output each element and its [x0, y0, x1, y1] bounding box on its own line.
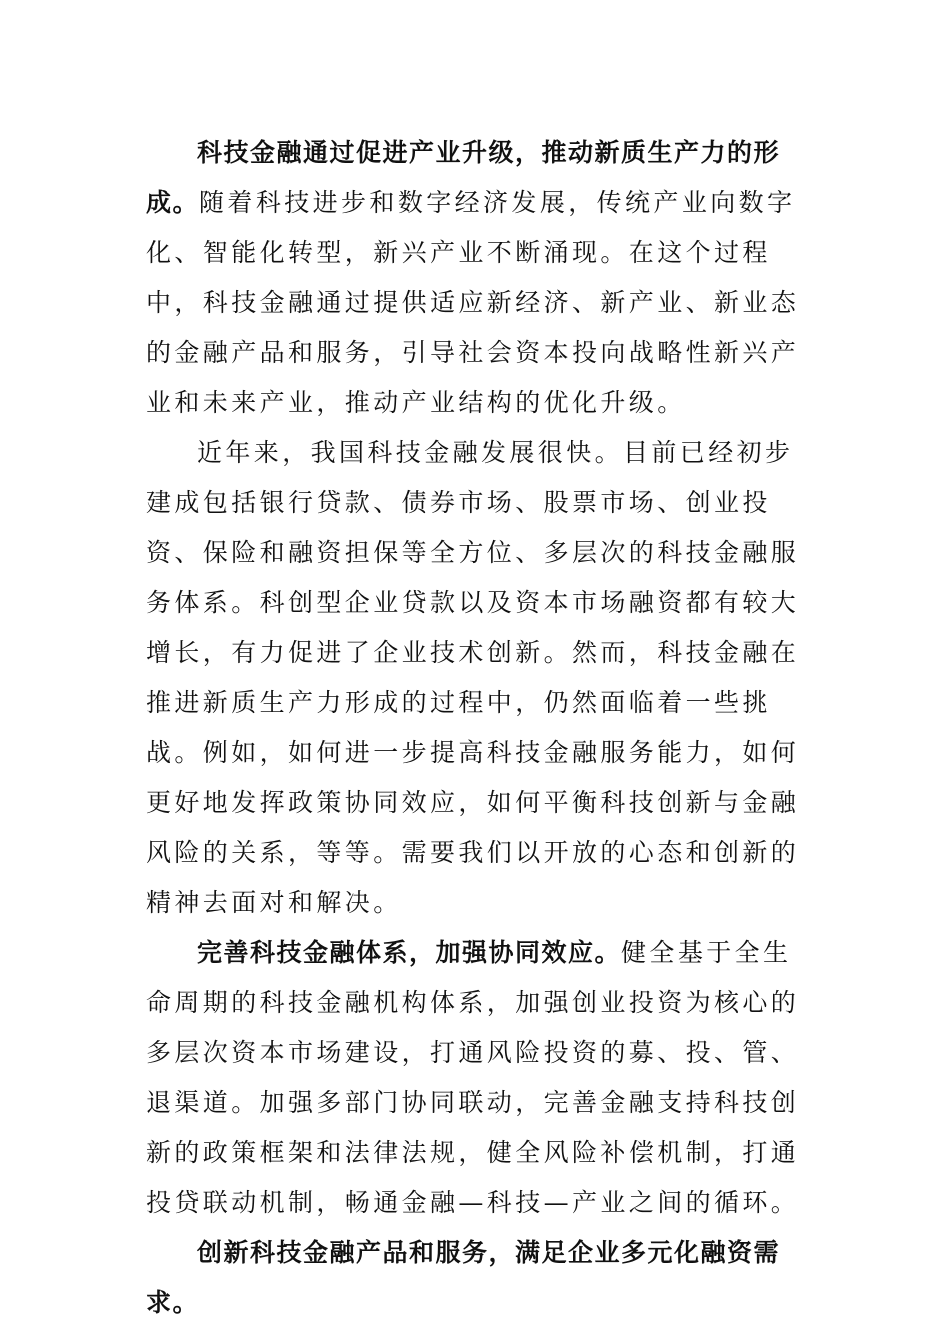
- paragraph-3: [146, 928, 812, 1228]
- paragraph-4-lead: 创新科技金融产品和服务，满足企业多元化融资需求。: [146, 1238, 781, 1317]
- paragraph-1-lead: 科技金融通过促进产业升级，推动新质生产力的形成。: [146, 138, 781, 217]
- paragraph-2-body: 近年来，我国科技金融发展很快。目前已经初步建成包括银行贷款、债券市场、股票市场、创业投资、保险和融资担保等全方位、多层次的科技金融服务体系。科创型企业贷款以及资本市场融资都有较大增长，有力促进了企业技术创新。然而，科技金融在推进新质生产力形成的过程中，仍然面临着一些挑战。例如，如何进一步提高科技金融服务能力，如何更好地发挥政策协同效应，如何平衡科技创新与金融风险的关系，等等。需要我们以开放的心态和创新的精神去面对和解决。: [146, 438, 800, 917]
- paragraph-4: [146, 1228, 812, 1328]
- paragraph-1: [146, 128, 812, 428]
- paragraph-3-body: 健全基于全生命周期的科技金融机构体系，加强创业投资为核心的多层次资本市场建设，打通风险投资的募、投、管、退渠道。加强多部门协同联动，完善金融支持科技创新的政策框架和法律法规，健全风险补偿机制，打通投贷联动机制，畅通金融—科技—产业之间的循环。: [146, 938, 800, 1217]
- paragraph-3-lead: 完善科技金融体系，加强协同效应。: [197, 938, 622, 967]
- paragraph-1-body: 随着科技进步和数字经济发展，传统产业向数字化、智能化转型，新兴产业不断涌现。在这个过程中，科技金融通过提供适应新经济、新产业、新业态的金融产品和服务，引导社会资本投向战略性新兴产业和未来产业，推动产业结构的优化升级。: [146, 188, 800, 417]
- document-body: [146, 128, 812, 1328]
- paragraph-2: [146, 428, 812, 928]
